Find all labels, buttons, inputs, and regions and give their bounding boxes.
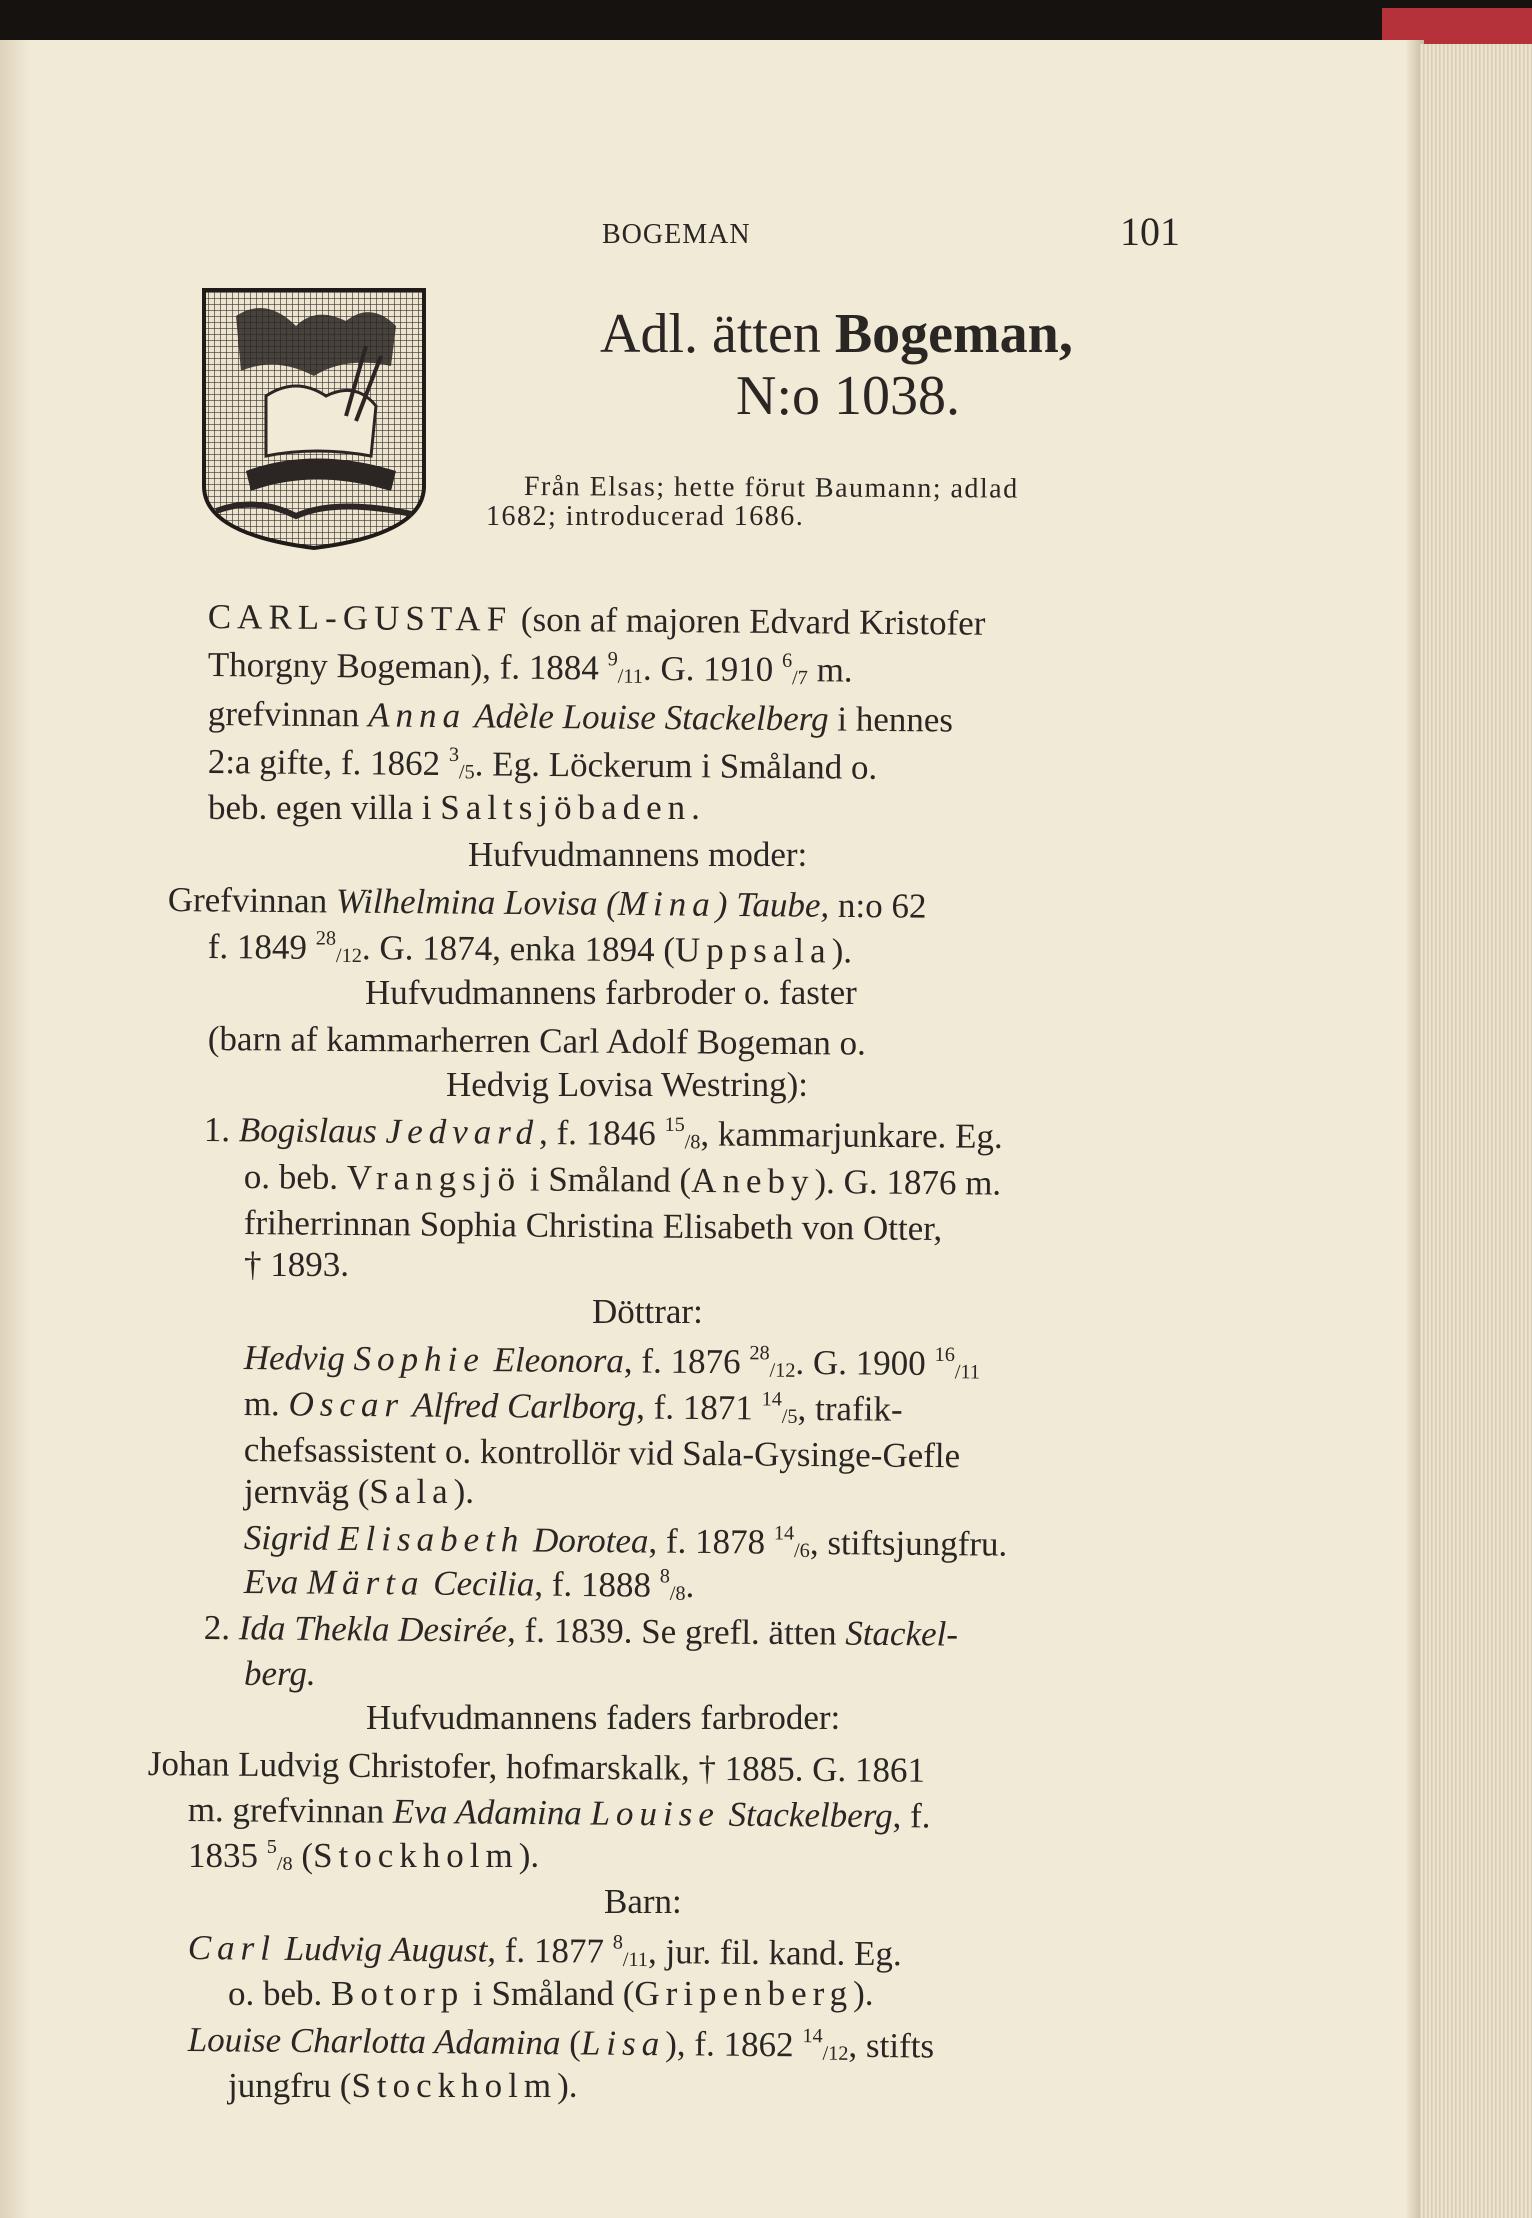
gutter-shadow: [0, 40, 30, 2218]
page-stack-edges: [1420, 44, 1532, 2218]
text-line: 1835 $^5$/8 (Stockholm).: [188, 1835, 540, 1876]
text-line: beb. egen villa i Saltsjöbaden.: [208, 788, 700, 827]
section-heading: Hufvudmannens faders farbroder:: [366, 1698, 841, 1737]
text-line: Carl Ludvig August, f. 1877 $^8$/11, jur. fil. kand. Eg.: [187, 1927, 902, 1974]
text-line: jungfru (Stockholm).: [228, 2066, 578, 2105]
section-heading: Barn:: [604, 1882, 682, 1921]
text-line: grefvinnan Anna Adèle Louise Stackelberg i hennes: [207, 693, 954, 740]
section-heading: Döttrar:: [592, 1292, 703, 1331]
text-line: o. beb. Vrangsjö i Småland (Aneby). G. 1876 m.: [243, 1156, 1002, 1203]
intro-line-1: Från Elsas; hette förut Baumann; adlad: [523, 470, 1019, 505]
text-line: Johan Ludvig Christofer, hofmarskalk, † 1885. G. 1861: [147, 1743, 926, 1790]
page-number: 101: [1120, 209, 1180, 254]
text-line: m. Oscar Alfred Carlborg, f. 1871 $^{14}$/5, trafik-: [243, 1383, 903, 1429]
section-heading: Hufvudmannens farbroder o. faster: [365, 973, 857, 1012]
title-name: Bogeman,: [834, 303, 1073, 365]
coat-of-arms-icon: [196, 286, 432, 550]
text-line: 2:a gifte, f. 1862 $^3$/5. Eg. Löckerum i Småland o.: [207, 741, 878, 787]
family-title: [600, 302, 1073, 366]
intro-line-2: 1682; introducerad 1686.: [486, 501, 805, 532]
text-line: 1. Bogislaus Jedvard, f. 1846 $^{15}$/8, kammarjunkare. Eg.: [203, 1109, 1003, 1156]
text-line: chefsassistent o. kontrollör vid Sala-Gysinge-Gefle: [243, 1429, 961, 1476]
text-line: Grefvinnan Wilhelmina Lovisa (Mina) Taube, n:o 62: [167, 879, 927, 926]
text-line: friherrinnan Sophia Christina Elisabeth von Otter,: [243, 1202, 943, 1249]
text-line: Louise Charlotta Adamina (Lisa), f. 1862 $^{14}$/12, stifts: [187, 2019, 935, 2066]
section-heading: Hufvudmannens moder:: [468, 835, 808, 874]
running-head: BOGEMAN: [602, 219, 751, 250]
text-line: (barn af kammarherren Carl Adolf Bogeman o.: [207, 1018, 866, 1063]
text-line: f. 1849 $^{28}$/12. G. 1874, enka 1894 (Uppsala).: [207, 926, 853, 971]
title-prefix: Adl. ätten: [600, 303, 821, 365]
text-line: Hedvig Lovisa Westring):: [446, 1065, 809, 1104]
text-line: CARL-GUSTAF (son af majoren Edvard Kristofer: [207, 596, 986, 643]
text-line: m. grefvinnan Eva Adamina Louise Stackelberg, f.: [187, 1789, 931, 1836]
text-line: Eva Märta Cecilia, f. 1888 $^8$/8.: [243, 1561, 695, 1605]
text-line: 2. Ida Thekla Desirée, f. 1839. Se grefl. ätten Stackel-: [203, 1607, 959, 1654]
text-line: Sigrid Elisabeth Dorotea, f. 1878 $^{14}$/6, stiftsjungfru.: [243, 1517, 1008, 1564]
text-line: Thorgny Bogeman), f. 1884 $^9$/11. G. 1910 $^6$/7 m.: [207, 644, 853, 690]
text-line: o. beb. Botorp i Småland (Gripenberg).: [228, 1974, 874, 2013]
text-line: Hedvig Sophie Eleonora, f. 1876 $^{28}$/12. G. 1900 $^{16}$/11: [243, 1337, 981, 1384]
family-number: N:o 1038.: [736, 365, 960, 427]
text-line: † 1893.: [244, 1245, 349, 1284]
text-line: jernväg (Sala).: [244, 1472, 475, 1511]
text-line: berg.: [244, 1654, 316, 1693]
